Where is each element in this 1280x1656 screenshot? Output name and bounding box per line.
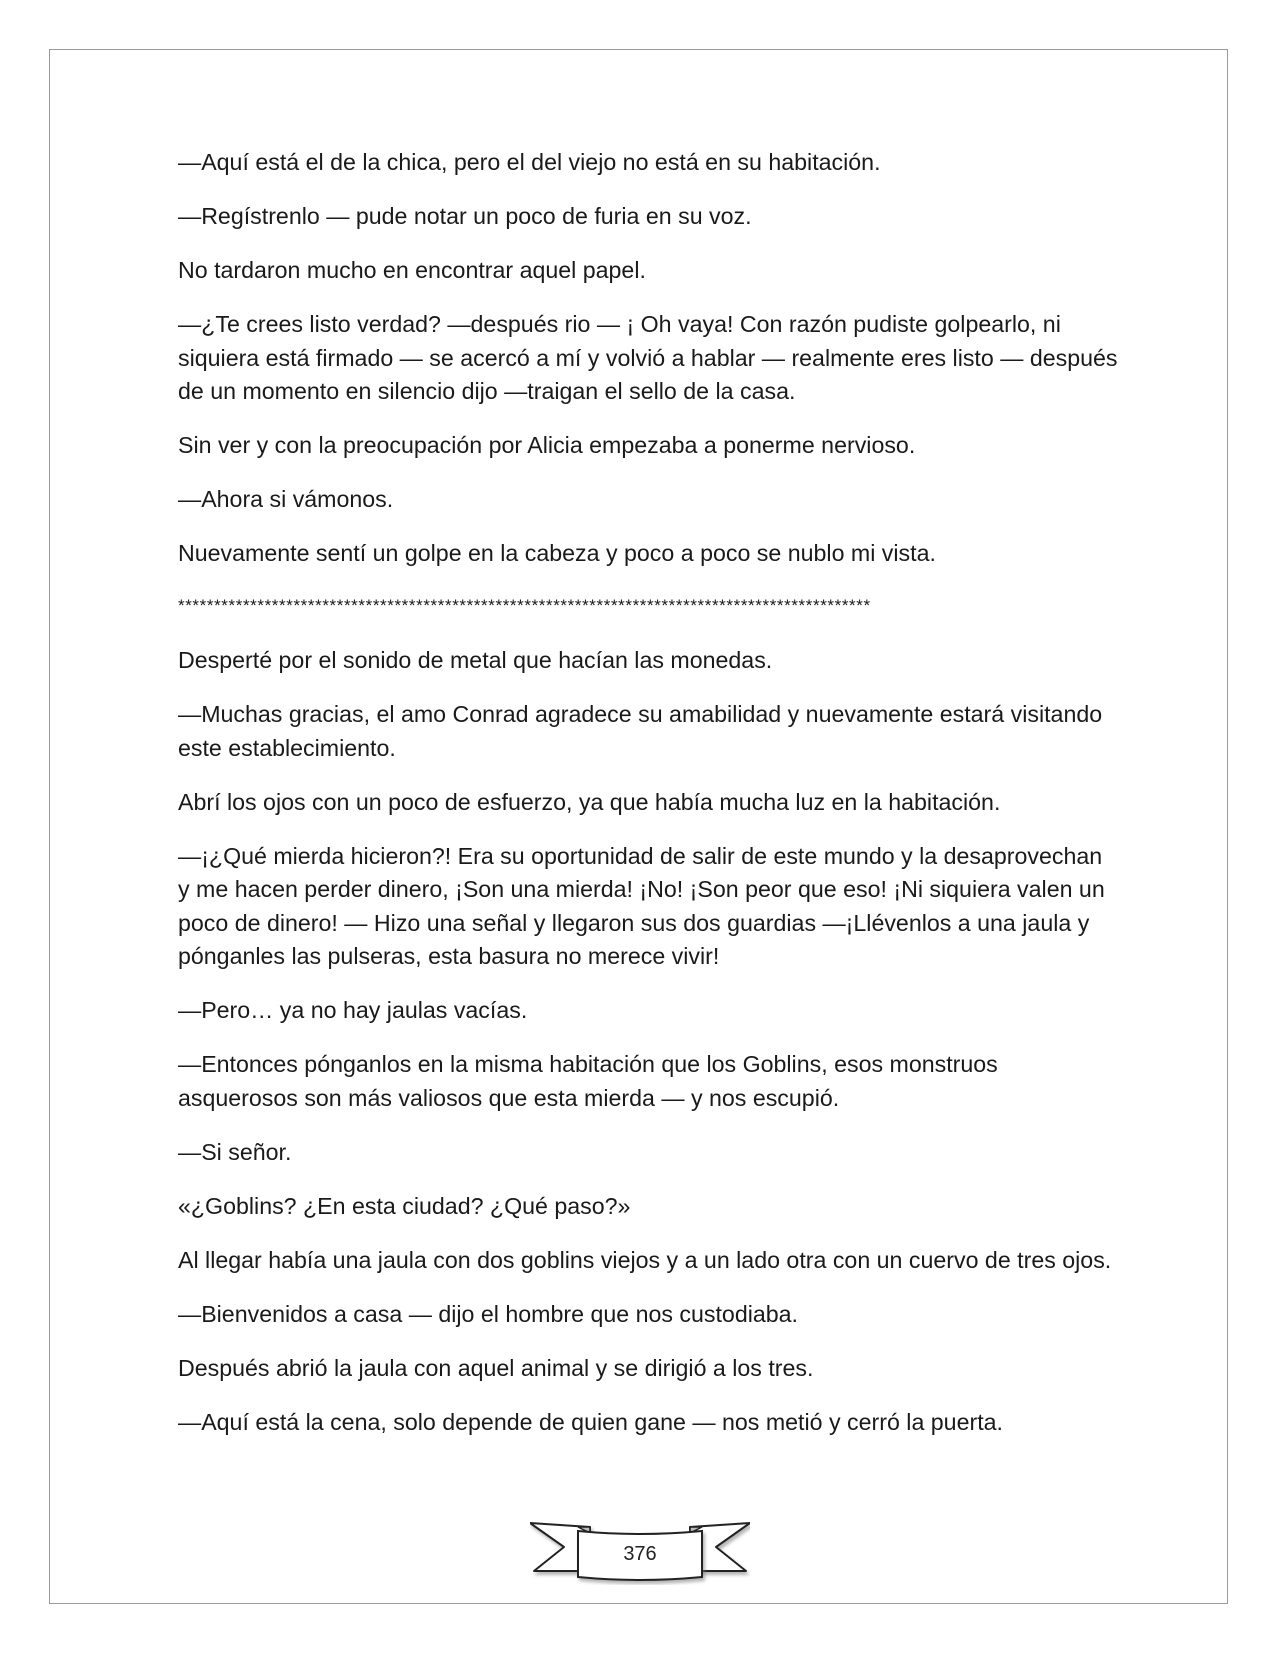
paragraph: No tardaron mucho en encontrar aquel papel. <box>178 257 646 283</box>
page-text <box>178 146 1118 1460</box>
paragraph: —Ahora si vámonos. <box>178 486 394 512</box>
paragraph: Desperté por el sonido de metal que hacían las monedas. <box>178 647 773 673</box>
paragraph: —Bienvenidos a casa — dijo el hombre que nos custodiaba. <box>178 1300 798 1327</box>
paragraph: —Aquí está la cena, solo depende de quien gane — nos metió y cerró la puerta. <box>178 1408 1003 1435</box>
scene-separator: ************************************************************************************************ <box>178 596 871 615</box>
paragraph: —¿Te crees listo verdad? —después rio — ¡ Oh vaya! Con razón pudiste golpearlo, ni siquiera está firmado — se acercó a mí y volvió a hablar — realmente eres listo — después de un momento en silencio dijo —traigan el sello de la casa. <box>178 311 1118 404</box>
paragraph: —Pero… ya no hay jaulas vacías. <box>178 997 528 1023</box>
page-number: 376 <box>623 1543 657 1565</box>
paragraph: Nuevamente sentí un golpe en la cabeza y poco a poco se nublo mi vista. <box>178 540 936 566</box>
paragraph: «¿Goblins? ¿En esta ciudad? ¿Qué paso?» <box>178 1192 631 1219</box>
paragraph: Abrí los ojos con un poco de esfuerzo, ya que había mucha luz en la habitación. <box>178 788 1001 815</box>
paragraph: —Muchas gracias, el amo Conrad agradece su amabilidad y nuevamente estará visitando este establecimiento. <box>178 701 1103 761</box>
paragraph: —Si señor. <box>178 1138 292 1165</box>
paragraph: —Entonces pónganlos en la misma habitación que los Goblins, esos monstruos asquerosos son más valiosos que esta mierda — y nos escupió. <box>178 1051 998 1111</box>
paragraph: Después abrió la jaula con aquel animal y se dirigió a los tres. <box>178 1354 814 1381</box>
paragraph: —Regístrenlo — pude notar un poco de furia en su voz. <box>178 203 752 229</box>
paragraph: —Aquí está el de la chica, pero el del viejo no está en su habitación. <box>178 149 881 175</box>
paragraph: Al llegar había una jaula con dos goblins viejos y a un lado otra con un cuervo de tres ojos. <box>178 1246 1112 1273</box>
paragraph: Sin ver y con la preocupación por Alicia empezaba a ponerme nervioso. <box>178 432 916 458</box>
paragraph: —¡¿Qué mierda hicieron?! Era su oportunidad de salir de este mundo y la desaprovechan y me hacen perder dinero, ¡Son una mierda! ¡No! ¡Son peor que eso! ¡Ni siquiera valen un poco de dinero! — Hizo una señal y llegaron sus dos guardias —¡Llévenlos a una jaula y pónganles las pulseras, esta basura no merece vivir! <box>178 842 1105 969</box>
